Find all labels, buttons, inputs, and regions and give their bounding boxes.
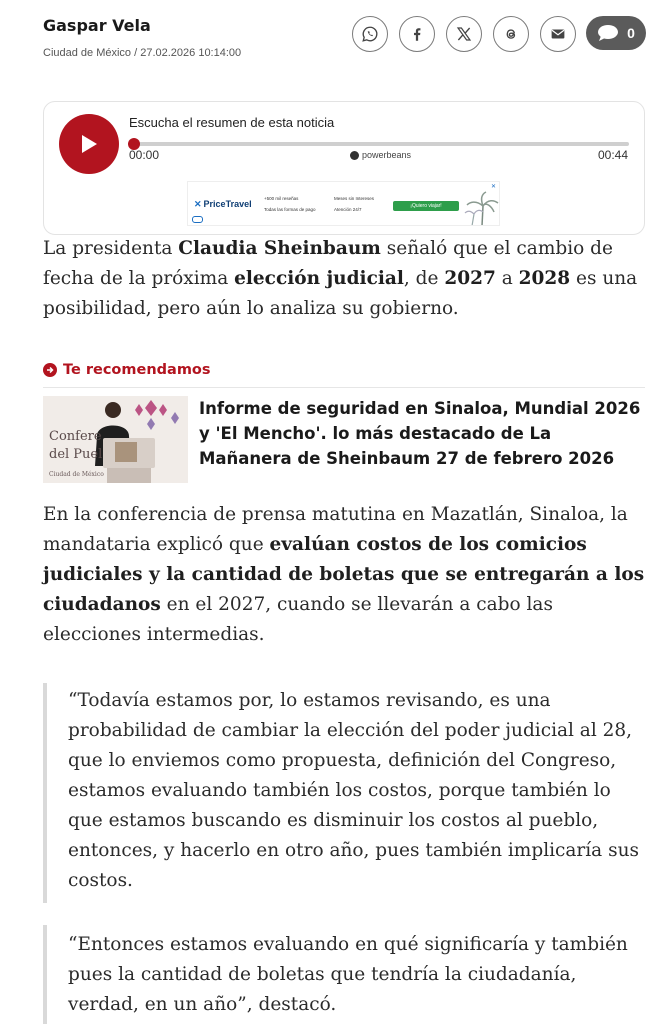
brand-label: powerbeans xyxy=(362,150,412,160)
ad-cta-button[interactable]: ¡Quiero viajar! xyxy=(393,201,459,211)
author-name[interactable]: Gaspar Vela xyxy=(43,16,151,35)
ad-brand: PriceTravel xyxy=(203,199,252,209)
article-paragraph: En la conferencia de prensa matutina en Mazatlán, Sinaloa, la mandataria explicó que evalúan costos de los comicios judiciales y la cantidad de boletas que se entregarán a los ciudadanos en el 2027, cuando se llevarán a cabo las elecciones intermedias. xyxy=(43,504,645,645)
ad-feature: Atención 24/7 xyxy=(334,207,362,212)
progress-track[interactable] xyxy=(132,142,629,146)
threads-icon xyxy=(502,25,520,43)
dateline: Ciudad de México / 27.02.2026 10:14:00 xyxy=(43,47,242,59)
ad-info-icon[interactable] xyxy=(192,216,203,223)
speech-bubble-icon xyxy=(597,24,619,42)
conference-photo xyxy=(43,396,188,483)
email-share-button[interactable] xyxy=(540,16,576,52)
player-title: Escucha el resumen de esta noticia xyxy=(129,115,335,130)
blockquote: “Entonces estamos evaluando en qué significaría y también pues la cantidad de boletas que tendría la ciudadanía, verdad, en un año”, destacó. xyxy=(43,925,651,1024)
whatsapp-share-button[interactable] xyxy=(352,16,388,52)
comment-count: 0 xyxy=(627,25,635,41)
threads-share-button[interactable] xyxy=(493,16,529,52)
share-bar xyxy=(352,16,576,52)
ad-feature: Todas las formas de pago xyxy=(264,207,316,212)
comments-button[interactable] xyxy=(586,16,646,50)
ad-close-icon[interactable]: ✕ xyxy=(490,184,496,190)
svg-text:del Puel: del Puel xyxy=(49,447,103,462)
x-share-button[interactable] xyxy=(446,16,482,52)
recommend-heading xyxy=(43,362,211,378)
palm-trees-icon xyxy=(464,188,500,226)
blockquote: “Todavía estamos por, lo estamos revisando, es una probabilidad de cambiar la elección del poder judicial al 28, que lo enviemos como propuesta, definición del Congreso, estamos evaluando también los costos, porque también lo que estamos buscando es disminuir los costos al pueblo, entonces, y hacerlo en otro año, pues también implicaría sus costos. xyxy=(43,683,651,903)
whatsapp-icon xyxy=(361,25,379,43)
pricetravel-logo-icon: ✕ xyxy=(194,199,202,209)
powerbeans-brand[interactable] xyxy=(350,150,411,160)
time-total: 00:44 xyxy=(597,148,628,162)
ad-feature: Meses sin Intereses xyxy=(334,196,375,201)
time-elapsed: 00:00 xyxy=(129,148,160,162)
facebook-icon xyxy=(408,25,426,43)
article-paragraph: La presidenta Claudia Sheinbaum señaló que el cambio de fecha de la próxima elección judicial, de 2027 a 2028 es una posibilidad, pero aún lo analiza su gobierno. xyxy=(43,238,638,319)
ad-logo xyxy=(194,199,252,210)
svg-text:Ciudad de México: Ciudad de México xyxy=(49,471,104,478)
play-icon xyxy=(79,133,99,155)
play-button[interactable] xyxy=(59,114,119,174)
svg-text:Confere: Confere xyxy=(49,429,102,444)
ad-banner[interactable] xyxy=(187,181,500,226)
x-icon xyxy=(455,25,473,43)
arrow-right-circle-icon xyxy=(43,363,57,377)
divider xyxy=(43,387,645,388)
ad-feature: +500 mil reseñas xyxy=(264,196,299,201)
recommend-link[interactable]: Informe de seguridad en Sinaloa, Mundial 2026 y 'El Mencho'. lo más destacado de La Mañanera de Sheinbaum 27 de febrero 2026 xyxy=(199,399,641,468)
highlight-name: Claudia Sheinbaum xyxy=(178,238,381,259)
powerbeans-logo-icon xyxy=(350,151,359,160)
email-icon xyxy=(549,25,567,43)
facebook-share-button[interactable] xyxy=(399,16,435,52)
recommend-thumbnail[interactable] xyxy=(43,396,188,483)
recommend-heading-label: Te recomendamos xyxy=(63,362,211,378)
